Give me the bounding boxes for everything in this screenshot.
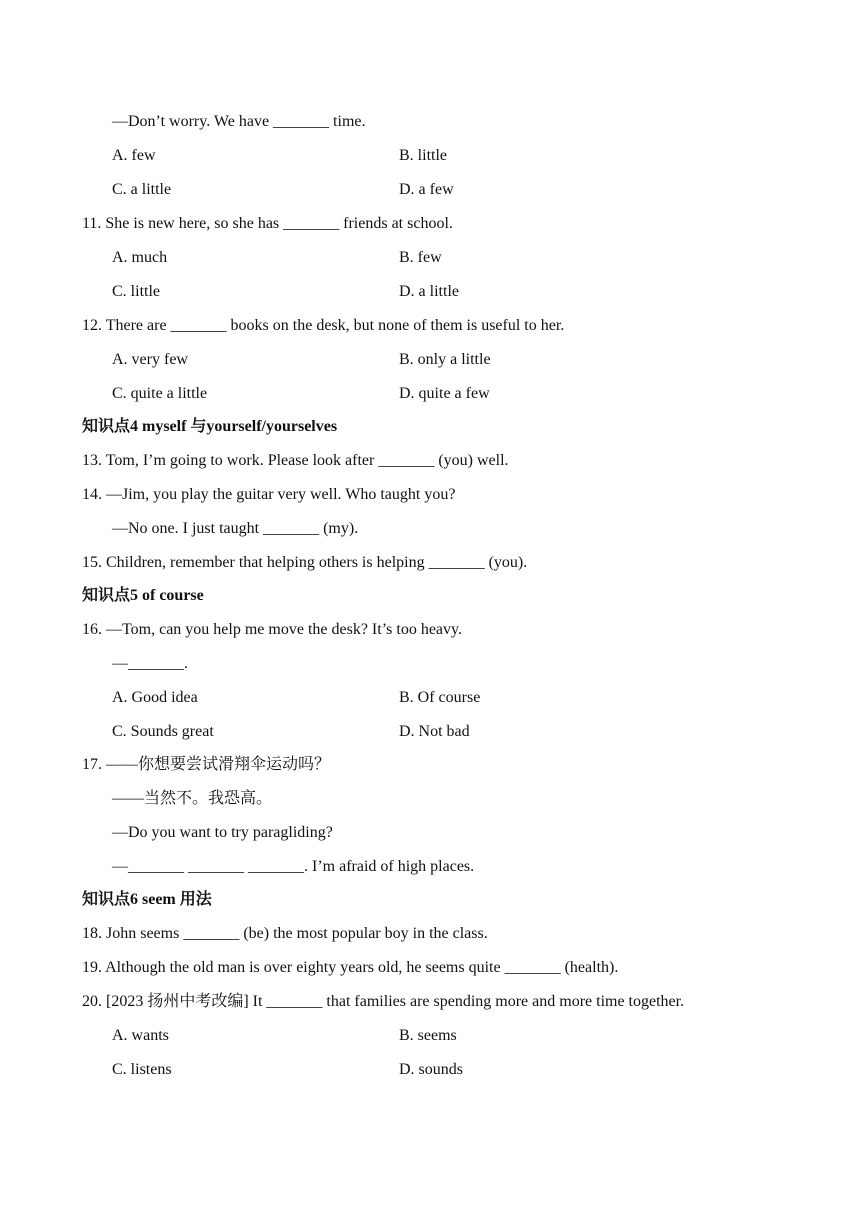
q20-option-d: D. sounds xyxy=(399,1061,464,1078)
question-13: 13. Tom, I’m going to work. Please look after _______ (you) well. xyxy=(82,452,509,469)
question-19: 19. Although the old man is over eighty years old, he seems quite _______ (health). xyxy=(82,959,619,976)
section-heading-6: 知识点6 seem 用法 xyxy=(82,891,212,908)
q20-option-b: B. seems xyxy=(399,1027,457,1044)
q11-option-d: D. a little xyxy=(399,283,459,300)
q16-option-b: B. Of course xyxy=(399,689,481,706)
q10-option-b: B. little xyxy=(399,147,447,164)
q17-english-question: —Do you want to try paragliding? xyxy=(112,824,333,841)
q16-option-a: A. Good idea xyxy=(112,689,198,706)
q11-option-a: A. much xyxy=(112,249,168,266)
q16-answer-line: —_______. xyxy=(112,655,188,672)
q14-answer-line: —No one. I just taught _______ (my). xyxy=(112,520,359,537)
question-16: 16. —Tom, can you help me move the desk? It’s too heavy. xyxy=(82,621,462,638)
question-18: 18. John seems _______ (be) the most popular boy in the class. xyxy=(82,925,488,942)
question-20: 20. [2023 扬州中考改编] It _______ that families are spending more and more time together. xyxy=(82,993,685,1010)
q12-option-a: A. very few xyxy=(112,351,188,368)
q11-option-c: C. little xyxy=(112,283,160,300)
q17-english-answer: —_______ _______ _______. I’m afraid of high places. xyxy=(112,858,475,875)
question-11: 11. She is new here, so she has _______ friends at school. xyxy=(82,215,453,232)
q17-chinese-reply: ——当然不。我恐高。 xyxy=(112,790,273,807)
question-12: 12. There are _______ books on the desk, but none of them is useful to her. xyxy=(82,317,565,334)
q16-option-c: C. Sounds great xyxy=(112,723,214,740)
q10-answer-line: —Don’t worry. We have _______ time. xyxy=(112,113,366,130)
q20-option-c: C. listens xyxy=(112,1061,172,1078)
q10-option-a: A. few xyxy=(112,147,156,164)
q11-option-b: B. few xyxy=(399,249,442,266)
q12-option-d: D. quite a few xyxy=(399,385,490,402)
q10-option-c: C. a little xyxy=(112,181,172,198)
q12-option-c: C. quite a little xyxy=(112,385,208,402)
q16-option-d: D. Not bad xyxy=(399,723,470,740)
q12-option-b: B. only a little xyxy=(399,351,491,368)
question-17: 17. ——你想要尝试滑翔伞运动吗？ xyxy=(82,756,331,773)
question-14: 14. —Jim, you play the guitar very well. Who taught you? xyxy=(82,486,456,503)
section-heading-5: 知识点5 of course xyxy=(82,587,204,604)
q20-option-a: A. wants xyxy=(112,1027,169,1044)
q10-option-d: D. a few xyxy=(399,181,454,198)
section-heading-4: 知识点4 myself 与yourself/yourselves xyxy=(82,418,338,435)
question-15: 15. Children, remember that helping others is helping _______ (you). xyxy=(82,554,528,571)
